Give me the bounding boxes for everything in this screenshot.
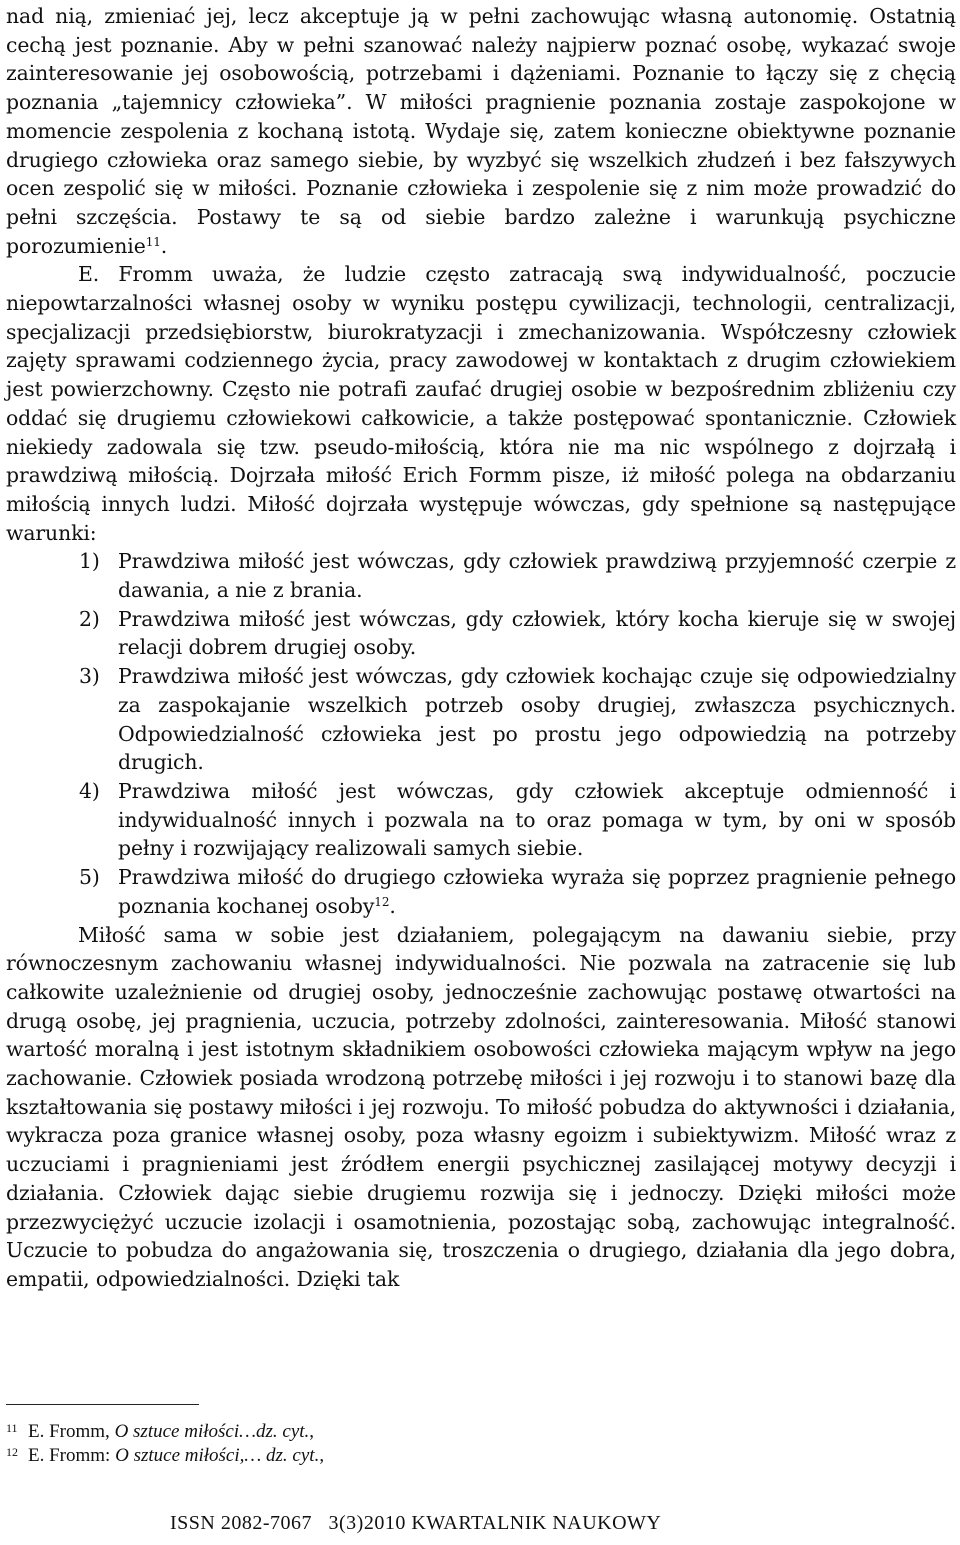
footnote-divider (6, 1404, 199, 1405)
footnote-author: E. Fromm, (28, 1421, 115, 1442)
footnotes (6, 1420, 906, 1468)
footnote-11 (6, 1420, 906, 1444)
footnote-mark: 12 (6, 1445, 18, 1459)
list-item (6, 605, 956, 662)
paragraph-2: E. Fromm uważa, że ludzie często zatracają swą indywidualność, poczucie niepowtarzalności własnej osoby w wyniku postępu cywilizacji, technologii, centralizacji, specjalizacji przedsiębiorstw, biurokratyzacji i zmechanizowania. Współczesny człowiek zajęty sprawami codziennego życia, pracy zawodowej w kontaktach z drugim człowiekiem jest powierzchowny. Często nie potrafi zaufać drugiej osobie w bezpośrednim zbliżeniu czy oddać się drugiemu człowiekowi całkowicie, a także postępować spontanicznie. Człowiek niekiedy zadowala się tzw. pseudo-miłością, która nie ma nic wspólnego z dojrzałą i prawdziwą miłością. Dojrzała miłość Erich Formm pisze, iż miłość polega na obdarzaniu miłością innych ludzi. Miłość dojrzała występuje wówczas, gdy spełnione są następujące warunki: (6, 262, 956, 545)
list-item-number: 5) (79, 865, 100, 890)
footnote-text (28, 1444, 324, 1468)
paragraph-1-text: nad nią, zmieniać jej, lecz akceptuje ją w pełni zachowując własną autonomię. Ostatnią cechą jest poznanie. Aby w pełni szanować należy najpierw poznać osobę, wykazać swoje zainteresowanie jej osobowością, potrzebami i dążeniami. Poznanie to łączy się z chęcią poznania „tajemnicy człowieka”. W miłości pragnienie poznania zostaje zaspokojone w momencie zespolenia z kochaną istotą. Wydaje się, zatem konieczne obiektywne poznanie drugiego człowieka oraz samego siebie, by wyzbyć się wszelkich złudzeń i bez fałszywych ocen zespolić się w miłości. Poznanie człowieka i zespolenie się z nim może prowadzić do pełni szczęścia. Postawy te są od siebie bardzo zależne i warunkują psychiczne porozumienie (6, 4, 956, 258)
list-item-text (118, 662, 956, 777)
list-item (6, 863, 956, 920)
list-item-end: . (389, 893, 396, 918)
list-item-number: 1) (79, 549, 100, 574)
list-item (6, 777, 956, 863)
conditions-list (6, 547, 956, 920)
list-item (6, 662, 956, 777)
paragraph-3: Miłość sama w sobie jest działaniem, polegającym na dawaniu siebie, przy równoczesnym zachowaniu własnej indywidualności. Nie pozwala na zatracenie się lub całkowite uzależnienie od drugiej osoby, jednocześnie zachowując postawę otwartości na drugą osobę, jej pragnienia, uczucia, potrzeby zdolności, zainteresowania. Miłość stanowi wartość moralną i jest istotnym składnikiem osobowości człowieka mającym wpływ na jego zachowanie. Człowiek posiada wrodzoną potrzebę miłości i jej rozwoju i to stanowi bazę dla kształtowania się postawy miłości i jej rozwoju. To miłość pobudza do aktywności i działania, wykracza poza granice własnej osoby, poza własny egoizm i subiektywizm. Miłość wraz z uczuciami i pragnieniami jest źródłem energii psychicznej zasilającej motywy decyzji i działania. Człowiek dając siebie drugiemu rozwija się i jednoczy. Dzięki miłości może przezwyciężyć uczucie izolacji i osamotnienia, pozostając sobą, zachowując integralność. Uczucie to pobudza do angażowania się, troszczenia o drugiego, działania dla jego dobra, empatii, odpowiedzialności. Dzięki tak (6, 922, 956, 1291)
footnote-title: O sztuce miłości,… dz. cyt. (115, 1445, 320, 1466)
list-item (6, 547, 956, 604)
list-item-body: Prawdziwa miłość do drugiego człowieka wyraża się poprzez pragnienie pełnego poznania kochanej osoby (118, 865, 956, 918)
list-item-text (118, 777, 956, 863)
footnote-text (28, 1420, 314, 1444)
footnote-author: E. Fromm: (28, 1445, 116, 1466)
footnote-end: , (319, 1445, 325, 1466)
list-item-body: Prawdziwa miłość jest wówczas, gdy człowiek, który kocha kieruje się w swojej relacji dobrem drugiej osoby. (118, 606, 956, 660)
list-item-number: 2) (79, 606, 100, 631)
footnote-mark: 11 (6, 1421, 18, 1435)
list-item-number: 4) (79, 778, 100, 803)
footnote-ref-12[interactable]: 12 (374, 894, 390, 909)
page-footer: ISSN 2082-7067 3(3)2010 KWARTALNIK NAUKOWY (170, 1512, 662, 1534)
paragraph-1-end: . (160, 233, 168, 258)
footnote-end: , (309, 1421, 315, 1442)
list-item-number: 3) (79, 664, 100, 689)
footnote-12 (6, 1444, 906, 1468)
footnote-ref-11[interactable]: 11 (145, 234, 161, 249)
list-item-text (118, 863, 956, 920)
list-item-text (118, 605, 956, 662)
footnote-title: O sztuce miłości…dz. cyt. (114, 1421, 310, 1442)
paragraph-1 (6, 2, 956, 260)
article-body (6, 2, 956, 1294)
list-item-body: Prawdziwa miłość jest wówczas, gdy człowiek akceptuje odmienność i indywidualność innych i pozwala na to oraz pomaga w tym, by oni w sposób pełny i rozwijający realizowali samych siebie. (118, 778, 956, 861)
list-item-body: Prawdziwa miłość jest wówczas, gdy człowiek kochając czuje się odpowiedzialny za zaspokajanie wszelkich potrzeb osoby drugiej, zwłaszcza psychicznych. Odpowiedzialność człowieka jest po prostu jego odpowiedzią na potrzeby drugich. (118, 664, 956, 775)
list-item-text (118, 547, 956, 604)
list-item-body: Prawdziwa miłość jest wówczas, gdy człowiek prawdziwą przyjemność czerpie z dawania, a nie z brania. (118, 549, 956, 603)
